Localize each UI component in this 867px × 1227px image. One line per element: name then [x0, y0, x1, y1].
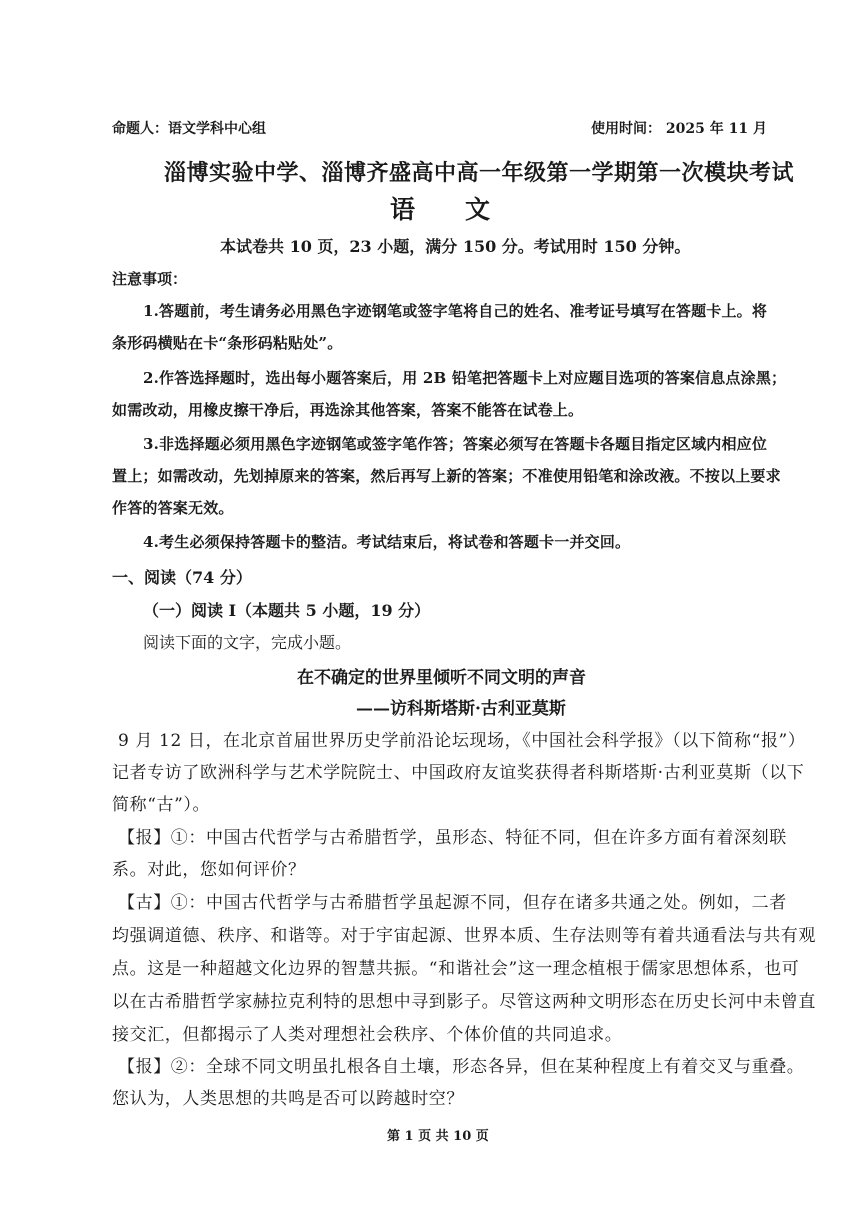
notice-line: 3.非选择题必须用黑色字迹钢笔或签字笔作答；答案必须写在答题卡各题目指定区域内相应位 — [143, 435, 768, 453]
exam-info: 本试卷共 10 页，23 小题，满分 150 分。考试用时 150 分钟。 — [220, 237, 691, 256]
author-label: 命题人：语文学科中心组 — [112, 121, 266, 137]
notice-line: 如需改动，用橡皮擦干净后，再选涂其他答案，答案不能答在试卷上。 — [112, 401, 584, 419]
subject-title: 语 文 — [390, 195, 491, 224]
notice-line: 4.考生必须保持答题卡的整洁。考试结束后，将试卷和答题卡一并交回。 — [143, 533, 631, 551]
notice-line: 作答的答案无效。 — [112, 499, 234, 517]
notice-line: 2.作答选择题时，选出每小题答案后，用 2B 铅笔把答题卡上对应题目选项的答案信息点涂黑； — [143, 369, 787, 387]
article-paragraph-line: 以在古希腊哲学家赫拉克利特的思想中寻到影子。尽管这两种文明形态在历史长河中未曾直 — [112, 992, 816, 1012]
article-paragraph-line: 简称“古”）。 — [112, 795, 211, 815]
article-paragraph-line: 记者专访了欧洲科学与艺术学院院士、中国政府友谊奖获得者科斯塔斯·古利亚莫斯（以下 — [112, 763, 805, 783]
article-paragraph-line: 9 月 12 日，在北京首届世界历史学前沿论坛现场，《中国社会科学报》（以下简称“报”） — [118, 731, 806, 751]
section-heading: 一、阅读（74 分） — [112, 568, 252, 587]
article-paragraph-line: 点。这是一种超越文化边界的智慧共振。“和谐社会”这一理念植根于儒家思想体系，也可 — [112, 959, 800, 979]
article-title: 在不确定的世界里倾听不同文明的声音 — [297, 668, 586, 688]
notice-heading: 注意事项： — [112, 270, 188, 288]
article-paragraph-line: 【报】②：全球不同文明虽扎根各自土壤，形态各异，但在某种程度上有着交叉与重叠。 — [118, 1057, 805, 1077]
exam-title: 淄博实验中学、淄博齐盛高中高一年级第一学期第一次模块考试 — [164, 160, 795, 186]
subsection-heading: （一）阅读 Ⅰ（本题共 5 小题，19 分） — [143, 601, 431, 620]
notice-line: 1.答题前，考生请务必用黑色字迹钢笔或签字笔将自己的姓名、准考证号填写在答题卡上。将 — [143, 302, 768, 320]
date-label: 使用时间： 2025 年 11 月 — [591, 121, 767, 137]
article-paragraph-line: 您认为，人类思想的共鸣是否可以跨越时空？ — [112, 1089, 464, 1109]
notice-line: 条形码横贴在卡“条形码粘贴处”。 — [112, 334, 343, 352]
instruction-text: 阅读下面的文字，完成小题。 — [143, 633, 352, 652]
article-paragraph-line: 【报】①：中国古代哲学与古希腊哲学，虽形态、特征不同，但在许多方面有着深刻联 — [118, 828, 787, 848]
article-paragraph-line: 均强调道德、秩序、和谐等。对于宇宙起源、世界本质、生存法则等有着共通看法与共有观 — [112, 926, 816, 946]
article-paragraph-line: 接交汇，但都揭示了人类对理想社会秩序、个体价值的共同追求。 — [112, 1025, 623, 1045]
notice-line: 置上；如需改动，先划掉原来的答案，然后再写上新的答案；不准使用铅笔和涂改液。不按以上要求 — [112, 467, 781, 485]
page-footer: 第 1 页 共 10 页 — [387, 1129, 489, 1144]
article-paragraph-line: 系。对此，您如何评价？ — [112, 860, 306, 880]
article-paragraph-line: 【古】①：中国古代哲学与古希腊哲学虽起源不同，但存在诸多共通之处。例如，二者 — [118, 893, 787, 913]
article-subtitle: ——访科斯塔斯·古利亚莫斯 — [356, 699, 566, 719]
